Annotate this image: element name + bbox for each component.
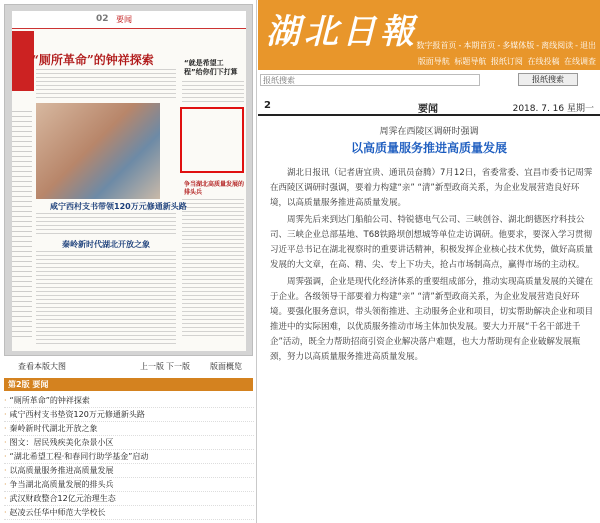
thumb-page-num: 02 <box>96 14 109 24</box>
link-subscribe[interactable]: 报纸订阅 <box>490 57 523 66</box>
bullet-icon: · <box>4 452 7 461</box>
article-list <box>4 394 254 520</box>
thumb-page-label: 要闻 <box>116 15 132 24</box>
thumb-selected-article-box[interactable] <box>180 107 244 173</box>
article-list-item[interactable] <box>4 478 254 492</box>
bullet-icon: · <box>4 424 7 433</box>
right-panel <box>258 0 600 523</box>
article-title: 以高质量服务推进高质量发展 <box>350 141 507 155</box>
nav-links <box>416 56 596 67</box>
article-link[interactable]: 武汉财政整合12亿元治理生态 <box>9 494 116 503</box>
thumb-sub-left-1[interactable]: 咸宁西村支书带领120万元修通新头路 <box>50 202 187 211</box>
article-list-item[interactable] <box>4 450 254 464</box>
page-number: 2 <box>264 100 271 111</box>
section-header: 第2版 要闻 <box>4 378 253 391</box>
link-page-nav[interactable]: 版面导航 <box>417 57 450 66</box>
link-submit[interactable]: 在线投稿 <box>527 57 560 66</box>
thumb-sub-right-mid[interactable]: 争当湖北高质量发展的排头兵 <box>184 181 245 196</box>
article-list-item[interactable] <box>4 436 254 450</box>
article-list-item[interactable] <box>4 408 254 422</box>
article-paragraph: 周霁强调，企业是现代化经济体系的重要组成部分，推动实现高质量发展的关键在于企业。各级领导干部要着力构建“亲” “清”新型政商关系，为企业发展营造良好环境。要强化服务意识，带头领衔推进、主动服务企业和项目，切实帮助解决企业和项目推进中的实际困难，以优质服务推动市场主体加快发展。要大力开展“千名干部进千企”活动，既全力帮助招商引资企业解决落户难题，也大力帮助现有企业破解发展瓶颈，努力以高质量服务推进高质量发展。 <box>270 277 594 362</box>
article-paragraph: 周霁先后来到达门船舶公司、特锐德电气公司、三峡创谷、湖北朗德医疗科技公司、三峡企业总部基地、T68铁路坝创想城等单位走访调研。他要求，要深入学习贯彻习近平总书记在湖北视察时的重要讲话精神，积极发挥企业核心技术优势，做好高质量发展的大文章，在高、精、尖、专上下功夫，抢占市场制高点，赢得市场的主动权。 <box>270 215 594 270</box>
article-link[interactable]: 争当湖北高质量发展的排头兵 <box>9 480 114 489</box>
bullet-icon: · <box>4 480 7 489</box>
page-name: 要闻 <box>418 104 438 115</box>
thumb-sidebar-text <box>12 111 32 341</box>
article-link[interactable]: 图文：居民残疾美化杂景小区 <box>9 438 114 447</box>
link-issue-home[interactable]: 本期首页 <box>463 41 496 50</box>
prev-page-link[interactable]: 上一版 <box>140 362 164 371</box>
hubei-daily-logo[interactable]: 湖北日報 <box>266 12 418 52</box>
article-list-item[interactable] <box>4 506 254 520</box>
bullet-icon: · <box>4 494 7 503</box>
article-list-item[interactable] <box>4 492 254 506</box>
bullet-icon: · <box>4 410 7 419</box>
article-link[interactable]: “湖北希望工程·和春同行助学基金”启动 <box>9 452 149 461</box>
link-title-nav[interactable]: 标题导航 <box>454 57 487 66</box>
search-button[interactable]: 报纸搜索 <box>518 73 578 86</box>
search-bar <box>258 70 600 89</box>
thumb-photo[interactable] <box>36 103 160 199</box>
bullet-icon: · <box>4 508 7 517</box>
article-paragraph: 湖北日报讯（记者唐宜贵、通讯员奋腾）7月12日，省委常委、宜昌市委书记周霁在西陵区调研时强调，要着力构建“亲” “清”新型政商关系，为企业发展营造良好环境，以高质量服务推进高质量发展。 <box>270 168 593 208</box>
page-overview-link[interactable]: 版面概览 <box>210 362 242 371</box>
next-page-link[interactable]: 下一版 <box>166 362 190 371</box>
bullet-icon: · <box>4 438 7 447</box>
top-links: 数字报首页 - 本期首页 - 多媒体版 - 离线阅读 - 退出 <box>416 41 596 50</box>
article-link[interactable]: 赵凌云任华中师范大学校长 <box>9 508 106 517</box>
page-pager <box>0 361 257 375</box>
page-date: 2018. 7. 16 星期一 <box>512 104 594 114</box>
thumb-text-block <box>182 199 244 339</box>
article-link[interactable]: “厕所革命”的钟祥探索 <box>9 396 90 405</box>
left-panel <box>0 0 257 523</box>
thumb-sub-left-2[interactable]: 秦岭新时代湖北开放之象 <box>62 240 150 249</box>
article-link[interactable]: 秦岭新时代湖北开放之象 <box>9 424 98 433</box>
thumb-text-block <box>36 213 176 235</box>
article-list-item[interactable] <box>4 464 254 478</box>
view-large-link[interactable]: 查看本版大图 <box>18 362 66 371</box>
article-list-item[interactable] <box>4 394 254 408</box>
article-body <box>270 166 594 367</box>
thumb-text-block <box>36 251 176 346</box>
thumb-sub-right-top[interactable]: “就是希望工程”给你们下打算 <box>184 59 238 76</box>
thumb-topbar <box>12 11 246 29</box>
page-info-bar <box>258 96 600 116</box>
bullet-icon: · <box>4 396 7 405</box>
thumb-text-block <box>182 81 244 105</box>
thumb-headline[interactable]: “厕所革命”的钟祥探索 <box>32 53 154 67</box>
article-list-item[interactable] <box>4 422 254 436</box>
link-survey[interactable]: 在线调查 <box>564 57 596 66</box>
search-input[interactable] <box>260 74 480 86</box>
article-link[interactable]: 以高质量服务推进高质量发展 <box>9 466 114 475</box>
newspaper-page-image[interactable] <box>12 11 246 351</box>
page-thumbnail[interactable] <box>4 4 253 356</box>
article-kicker: 周霁在西陵区调研时强调 <box>379 127 479 137</box>
article-link[interactable]: 咸宁西村支书垫资120万元修通新头路 <box>9 410 145 419</box>
link-offline-reading[interactable]: 离线阅读 <box>541 41 574 50</box>
bullet-icon: · <box>4 466 7 475</box>
thumb-red-column <box>12 31 34 91</box>
thumb-text-block <box>36 69 176 99</box>
link-digital-home[interactable]: 数字报首页 <box>416 41 457 50</box>
masthead <box>258 0 600 70</box>
link-logout[interactable]: 退出 <box>580 41 596 50</box>
link-multimedia[interactable]: 多媒体版 <box>502 41 535 50</box>
